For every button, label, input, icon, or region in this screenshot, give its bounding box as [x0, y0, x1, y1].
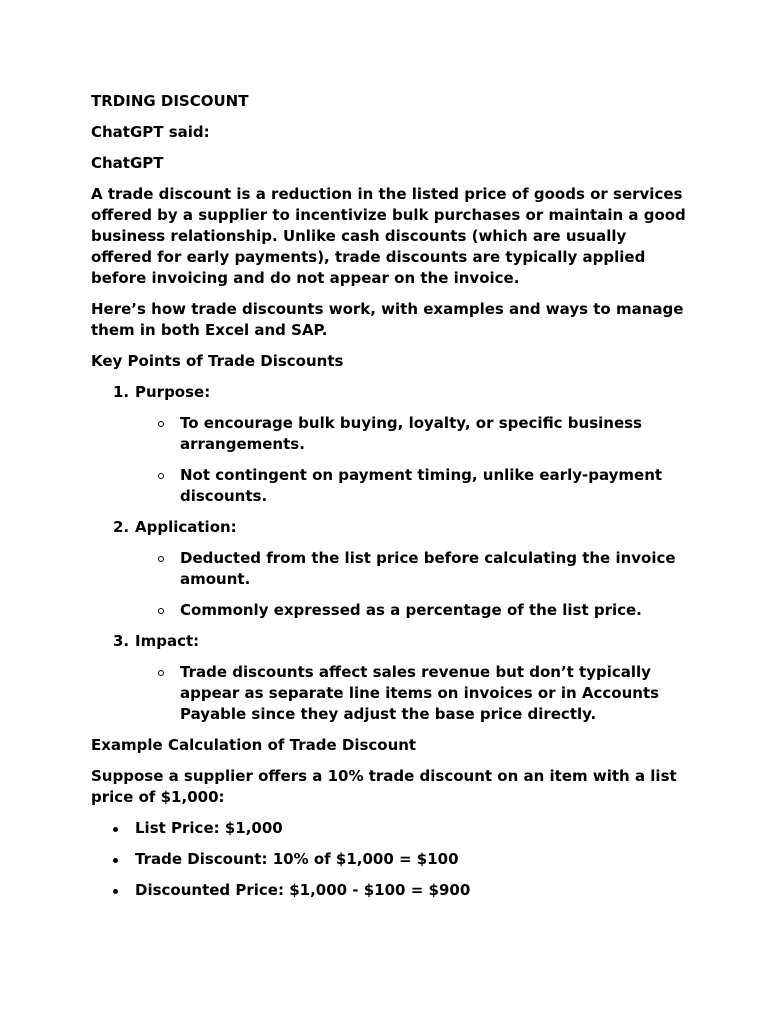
key-point-item: [91, 631, 691, 725]
intro-paragraph: A trade discount is a reduction in the listed price of goods or services offered by a supplier to incentivize bulk purchases or maintain a good business relationship. Unlike cash discounts (which are usually offered for early payments), trade discounts are typically applied before invoicing and do not appear on the invoice.: [91, 185, 686, 287]
sub-list: [135, 662, 691, 725]
key-point-item: [91, 382, 691, 507]
circle-bullet-icon: [158, 556, 164, 562]
key-points-heading: Key Points of Trade Discounts: [91, 352, 344, 370]
bullet-icon: [113, 858, 118, 863]
circle-bullet-icon: [158, 670, 164, 676]
key-point-number: 2.: [113, 518, 130, 536]
key-point-label: Application:: [135, 518, 237, 536]
example-item-text: Trade Discount: 10% of $1,000 = $100: [135, 850, 459, 868]
sub-list-item: [135, 600, 691, 621]
example-item: [91, 880, 691, 901]
example-heading: Example Calculation of Trade Discount: [91, 736, 417, 754]
sub-item-text: To encourage bulk buying, loyalty, or specific business arrangements.: [180, 414, 642, 453]
example-intro: Suppose a supplier offers a 10% trade discount on an item with a list price of $1,000:: [91, 767, 677, 806]
bullet-icon: [113, 827, 118, 832]
key-point-label: Impact:: [135, 632, 200, 650]
author-label: ChatGPT: [91, 154, 164, 172]
sub-item-text: Trade discounts affect sales revenue but don’t typically appear as separate line items on invoices or in Accounts Payable since they adjust the base price directly.: [180, 663, 660, 723]
sub-item-text: Not contingent on payment timing, unlike early-payment discounts.: [180, 466, 663, 505]
key-point-item: [91, 517, 691, 621]
sub-item-text: Commonly expressed as a percentage of the list price.: [180, 601, 642, 619]
sub-list-item: [135, 465, 691, 507]
example-item: [91, 849, 691, 870]
example-list: [91, 818, 691, 901]
circle-bullet-icon: [158, 608, 164, 614]
said-label: ChatGPT said:: [91, 123, 210, 141]
example-item: [91, 818, 691, 839]
key-point-number: 1.: [113, 383, 130, 401]
document-title: TRDING DISCOUNT: [91, 92, 249, 110]
circle-bullet-icon: [158, 473, 164, 479]
bullet-icon: [113, 889, 118, 894]
circle-bullet-icon: [158, 421, 164, 427]
sub-list: [135, 548, 691, 621]
lead-paragraph: Here’s how trade discounts work, with examples and ways to manage them in both Excel and SAP.: [91, 300, 684, 339]
example-item-text: Discounted Price: $1,000 - $100 = $900: [135, 881, 471, 899]
sub-item-text: Deducted from the list price before calculating the invoice amount.: [180, 549, 676, 588]
sub-list: [135, 413, 691, 507]
sub-list-item: [135, 662, 691, 725]
key-point-label: Purpose:: [135, 383, 211, 401]
key-point-number: 3.: [113, 632, 130, 650]
sub-list-item: [135, 548, 691, 590]
document-page: [91, 91, 691, 911]
key-points-list: [91, 382, 691, 725]
sub-list-item: [135, 413, 691, 455]
example-item-text: List Price: $1,000: [135, 819, 283, 837]
